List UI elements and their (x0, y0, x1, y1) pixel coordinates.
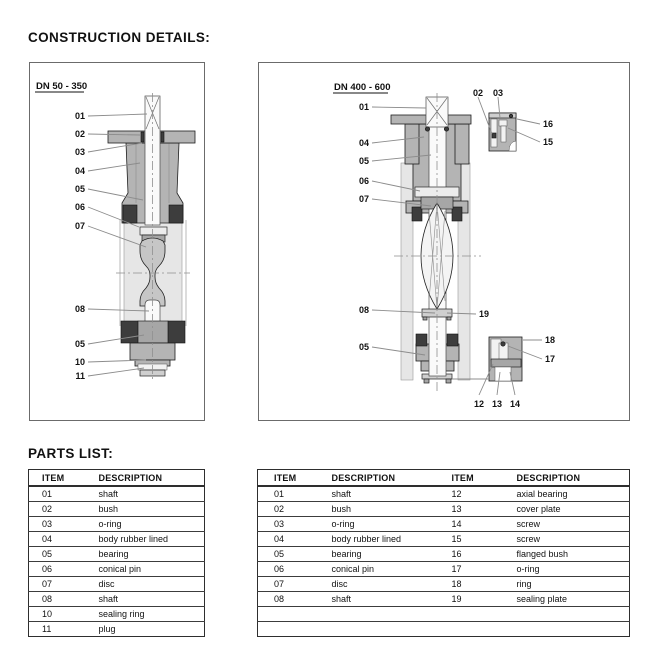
bush-seal (425, 127, 429, 131)
range-label: DN 50 - 350 (36, 81, 88, 92)
callout-label-07: 07 (74, 221, 85, 232)
table-row (29, 592, 205, 607)
leader-line (372, 107, 426, 108)
table-row (29, 532, 205, 547)
table-cell: screw (516, 517, 630, 532)
table-cell (516, 622, 630, 637)
table-cell: bearing (331, 547, 451, 562)
table-row (258, 607, 630, 622)
callout-label-17: 17 (545, 354, 556, 365)
callout-label-03: 03 (492, 88, 504, 99)
table-cell: shaft (331, 592, 451, 607)
callout-label-12: 12 (473, 399, 485, 410)
callout-label-05: 05 (74, 339, 85, 350)
callout-label-06: 06 (74, 202, 85, 213)
range-label: DN 400 - 600 (334, 82, 391, 93)
callout-label-05: 05 (358, 342, 369, 353)
diagram-box-dn50-350 (29, 62, 205, 421)
lower-seal-left (416, 334, 427, 346)
oring-seal (161, 132, 164, 142)
table-cell: bush (98, 502, 205, 517)
table-cell: body rubber lined (331, 532, 451, 547)
table-cell: 14 (451, 517, 516, 532)
bush-seal (141, 132, 144, 142)
callout-label-19: 19 (479, 309, 490, 320)
table-row (29, 577, 205, 592)
callout-label-05: 05 (358, 156, 369, 167)
table-cell: disc (331, 577, 451, 592)
callout-label-16: 16 (543, 119, 554, 130)
leader-line (88, 368, 144, 376)
table-cell: 02 (258, 502, 331, 517)
callout-label-05: 05 (74, 184, 85, 195)
table-row (258, 517, 630, 532)
callout-label-10: 10 (74, 357, 85, 368)
parts-list-title: PARTS LIST: (28, 446, 114, 461)
table-cell: 17 (451, 562, 516, 577)
column-header: ITEM (258, 470, 331, 487)
table-cell: 08 (258, 592, 331, 607)
upper-seal-right (452, 207, 462, 221)
table-cell: axial bearing (516, 486, 630, 502)
table-row (29, 502, 205, 517)
table-cell: o-ring (331, 517, 451, 532)
table-cell (451, 622, 516, 637)
table-cell: 13 (451, 502, 516, 517)
table-cell: o-ring (516, 562, 630, 577)
column-header: DESCRIPTION (516, 470, 630, 487)
table-row (258, 486, 630, 502)
table-cell (258, 622, 331, 637)
detail-view-top (489, 113, 516, 151)
valve-body (108, 93, 195, 381)
table-cell: plug (98, 622, 205, 637)
table-cell: 10 (29, 607, 98, 622)
table-cell (331, 622, 451, 637)
table-cell: 03 (258, 517, 331, 532)
table-cell: 01 (258, 486, 331, 502)
table-row (258, 532, 630, 547)
table-row (29, 562, 205, 577)
callout-label-07: 07 (358, 194, 369, 205)
oring-seal (444, 127, 448, 131)
table-row (29, 517, 205, 532)
oring-detail (501, 342, 505, 346)
callout-label-03: 03 (74, 147, 85, 158)
column-header: ITEM (29, 470, 98, 487)
lower-seal-right (447, 334, 458, 346)
table-cell: shaft (98, 592, 205, 607)
table-cell: screw (516, 532, 630, 547)
table-cell: 06 (29, 562, 98, 577)
table-cell: 12 (451, 486, 516, 502)
callout-label-04: 04 (358, 138, 369, 149)
table-cell (331, 607, 451, 622)
screw-shank (501, 126, 506, 142)
table-row (29, 622, 205, 637)
table-cell: disc (98, 577, 205, 592)
table-cell: 06 (258, 562, 331, 577)
table-cell: 05 (258, 547, 331, 562)
leader-line (517, 119, 540, 124)
table-cell: 07 (29, 577, 98, 592)
table-cell: 08 (29, 592, 98, 607)
valve-body (391, 93, 481, 393)
callout-label-08: 08 (358, 305, 369, 316)
callout-label-14: 14 (509, 399, 521, 410)
lower-seal-right (168, 321, 185, 343)
upper-seal-left (412, 207, 422, 221)
callout-label-02: 02 (74, 129, 85, 140)
table-cell (516, 607, 630, 622)
screw-head (499, 120, 507, 126)
table-cell: shaft (98, 486, 205, 502)
leader-line (88, 114, 147, 116)
callout-label-13: 13 (491, 399, 503, 410)
callout-label-11: 11 (75, 371, 85, 382)
table-cell: 05 (29, 547, 98, 562)
lower-seal-left (121, 321, 138, 343)
table-cell: bush (331, 502, 451, 517)
callout-label-18: 18 (545, 335, 556, 346)
table-row (29, 607, 205, 622)
conical-pin (140, 227, 167, 235)
table-row (258, 622, 630, 637)
upper-seal-right (169, 205, 183, 223)
table-cell: shaft (331, 486, 451, 502)
table-cell: 07 (258, 577, 331, 592)
table-cell: sealing ring (98, 607, 205, 622)
table-cell: 18 (451, 577, 516, 592)
table-cell: body rubber lined (98, 532, 205, 547)
table-cell: 01 (29, 486, 98, 502)
table-cell (451, 607, 516, 622)
callout-label-01: 01 (358, 102, 369, 113)
table-cell: flanged bush (516, 547, 630, 562)
table-row (29, 486, 205, 502)
table-row (258, 547, 630, 562)
table-cell: sealing plate (516, 592, 630, 607)
table-cell: conical pin (331, 562, 451, 577)
valve-section-dn50-350 (30, 63, 204, 420)
parts-table-dn50-350 (28, 469, 205, 637)
table-cell (258, 607, 331, 622)
parts-table-dn400-600 (257, 469, 630, 637)
table-cell: 03 (29, 517, 98, 532)
table-cell: 11 (29, 622, 98, 637)
table-cell: conical pin (98, 562, 205, 577)
cover-plate (491, 359, 521, 367)
table-row (258, 562, 630, 577)
table-row (258, 502, 630, 517)
table-cell: o-ring (98, 517, 205, 532)
table-cell: 19 (451, 592, 516, 607)
column-header: DESCRIPTION (98, 470, 205, 487)
callout-label-06: 06 (358, 176, 369, 187)
table-row (258, 577, 630, 592)
table-cell: 04 (29, 532, 98, 547)
table-cell: bearing (98, 547, 205, 562)
body-shell-left (401, 163, 413, 380)
page-title: CONSTRUCTION DETAILS: (28, 30, 211, 45)
callout-label-04: 04 (74, 166, 85, 177)
table-row (29, 547, 205, 562)
table-cell: 16 (451, 547, 516, 562)
upper-seal-left (123, 205, 137, 223)
diagram-box-dn400-600 (258, 62, 630, 421)
column-header: DESCRIPTION (331, 470, 451, 487)
table-cell: 02 (29, 502, 98, 517)
column-header: ITEM (451, 470, 516, 487)
valve-section-dn400-600 (259, 63, 629, 420)
table-row (258, 592, 630, 607)
table-cell: 04 (258, 532, 331, 547)
callout-label-08: 08 (74, 304, 85, 315)
callout-label-02: 02 (472, 88, 484, 99)
table-cell: 15 (451, 532, 516, 547)
callout-label-15: 15 (543, 137, 554, 148)
table-cell: ring (516, 577, 630, 592)
table-cell: cover plate (516, 502, 630, 517)
callout-label-01: 01 (74, 111, 85, 122)
